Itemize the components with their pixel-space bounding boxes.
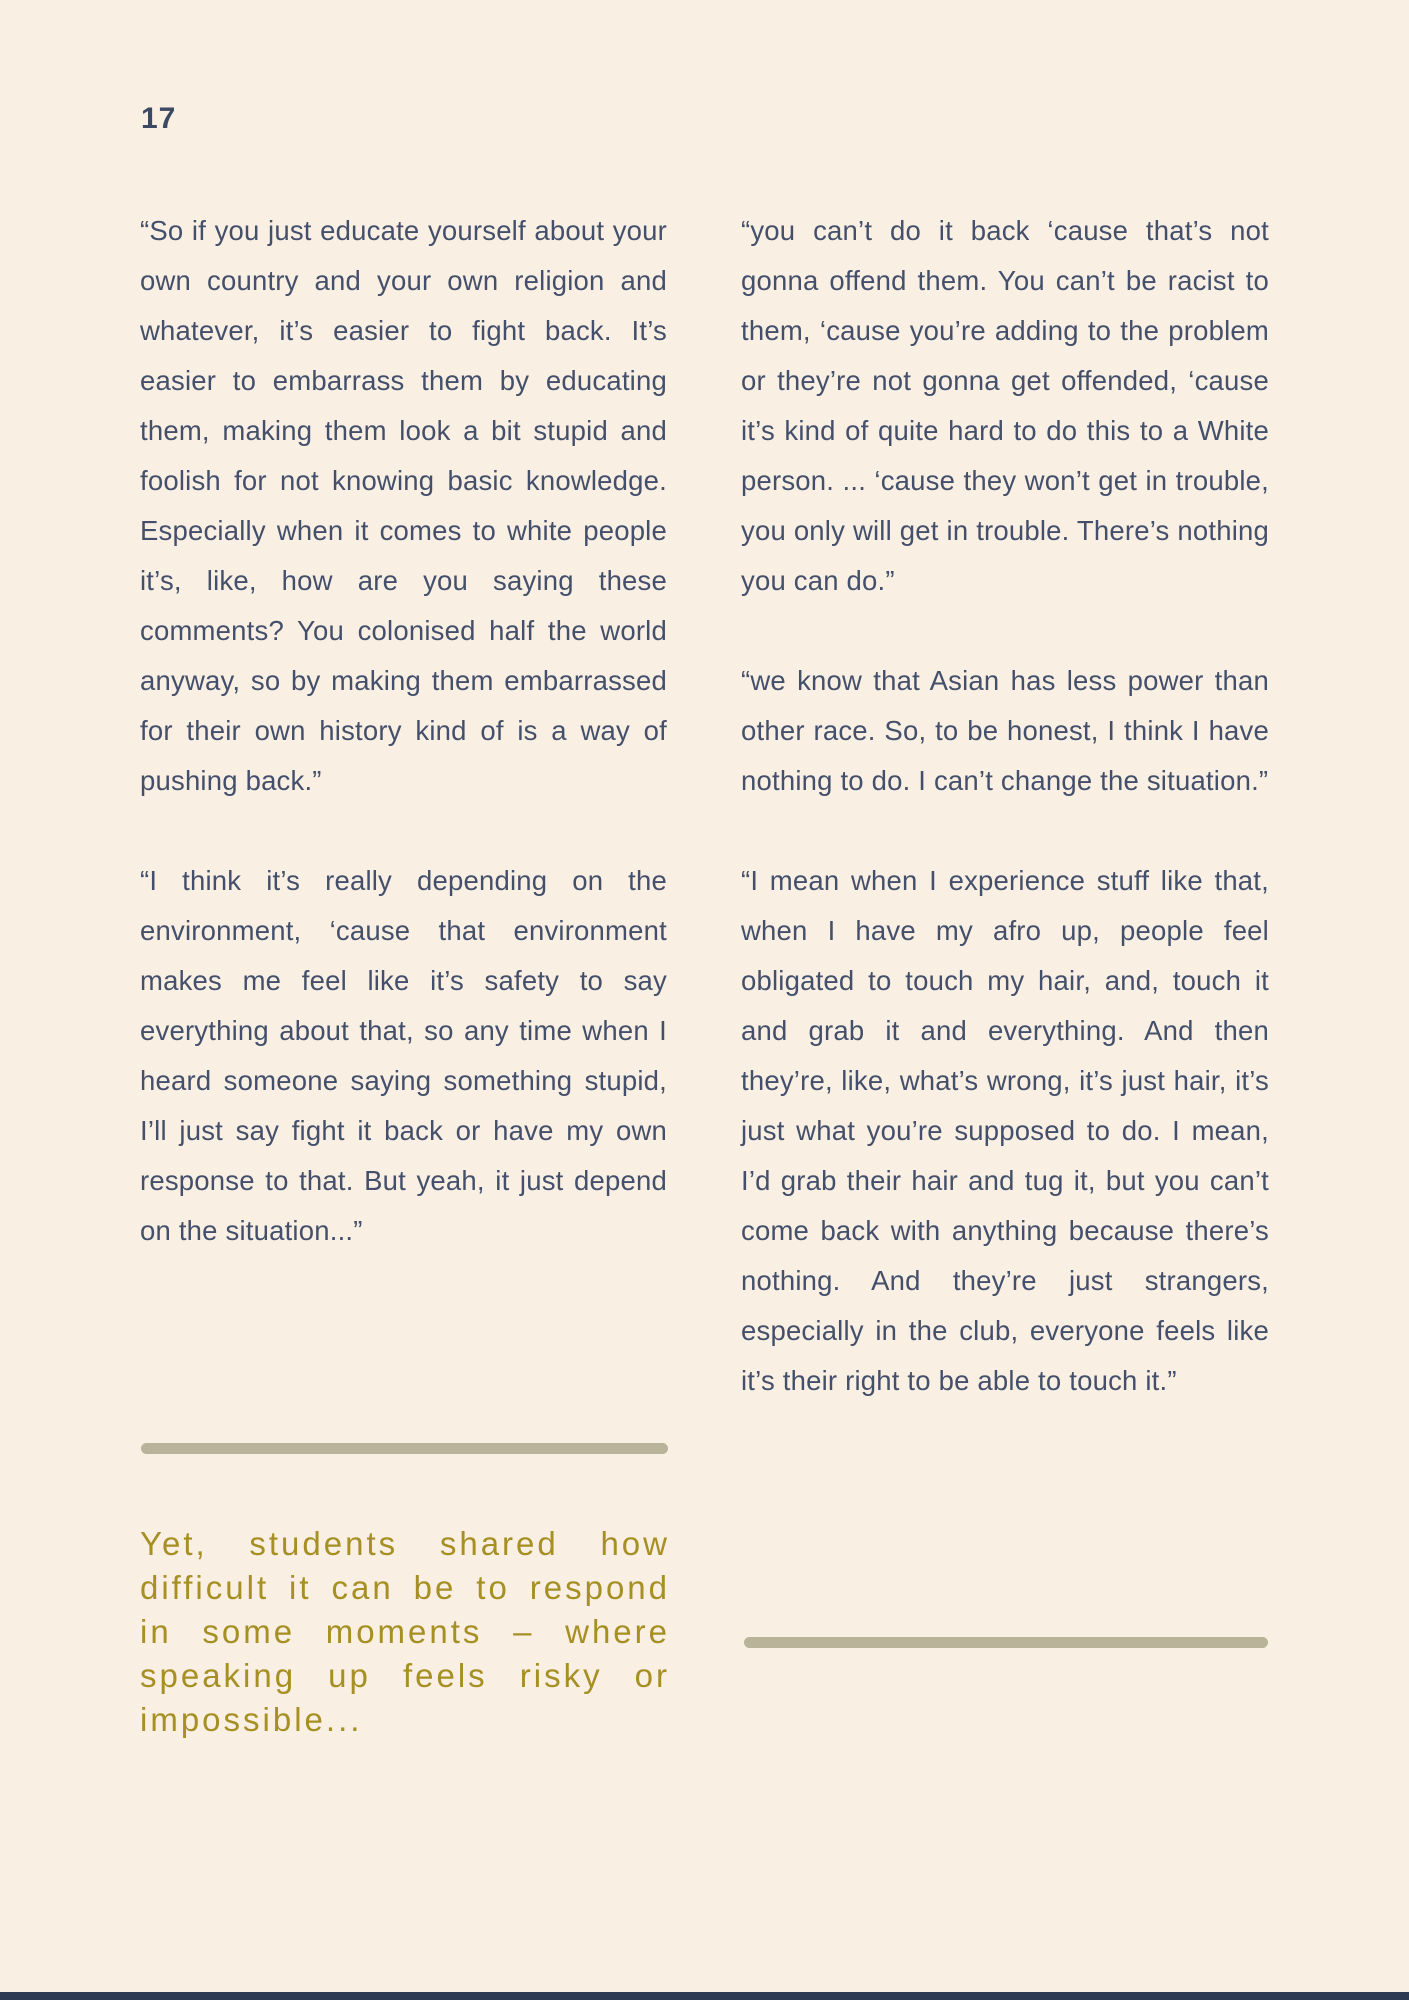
- right-column: [741, 206, 1269, 1456]
- bottom-edge-bar: [0, 1992, 1409, 2000]
- quote-paragraph-asian-less-power: “we know that Asian has less power than other race. So, to be honest, I think I have nothing to do. I can’t change the situation.”: [741, 665, 1269, 796]
- left-section-divider: [141, 1443, 668, 1454]
- left-column: [140, 206, 667, 1306]
- quote-paragraph-educate-yourself: “So if you just educate yourself about your own country and your own religion and whatever, it’s easier to fight back. It’s easier to embarrass them by educating them, making them look a bit stupid and foolish for not knowing basic knowledge. Especially when it comes to white people it’s, like, how are you saying these comments? You colonised half the world anyway, so by making them embarrassed for their own history kind of is a way of pushing back.”: [140, 215, 667, 796]
- quote-paragraph-cant-do-it-back: “you can’t do it back ‘cause that’s not gonna offend them. You can’t be racist to them, ‘cause you’re adding to the problem or they’re not gonna get offended, ‘cause it’s kind of quite hard to do this to a White person. ... ‘cause they won’t get in trouble, you only will get in trouble. There’s nothing you can do.”: [741, 215, 1269, 596]
- page-number: 17: [141, 102, 177, 135]
- right-section-divider: [744, 1637, 1268, 1648]
- quote-paragraph-afro-hair: “I mean when I experience stuff like that, when I have my afro up, people feel obligated to touch my hair, and, touch it and grab it and everything. And then they’re, like, what’s wrong, it’s just hair, it’s just what you’re supposed to do. I mean, I’d grab their hair and tug it, but you can’t come back with anything because there’s nothing. And they’re just strangers, especially in the club, everyone feels like it’s their right to be able to touch it.”: [741, 865, 1269, 1396]
- pull-quote-heading: Yet, students shared how difficult it can be to respond in some moments – where speaking up feels risky or impossible...: [140, 1525, 670, 1738]
- quote-paragraph-depending-environment: “I think it’s really depending on the environment, ‘cause that environment makes me feel like it’s safety to say everything about that, so any time when I heard someone saying something stupid, I’ll just say fight it back or have my own response to that. But yeah, it just depend on the situation...”: [140, 865, 667, 1246]
